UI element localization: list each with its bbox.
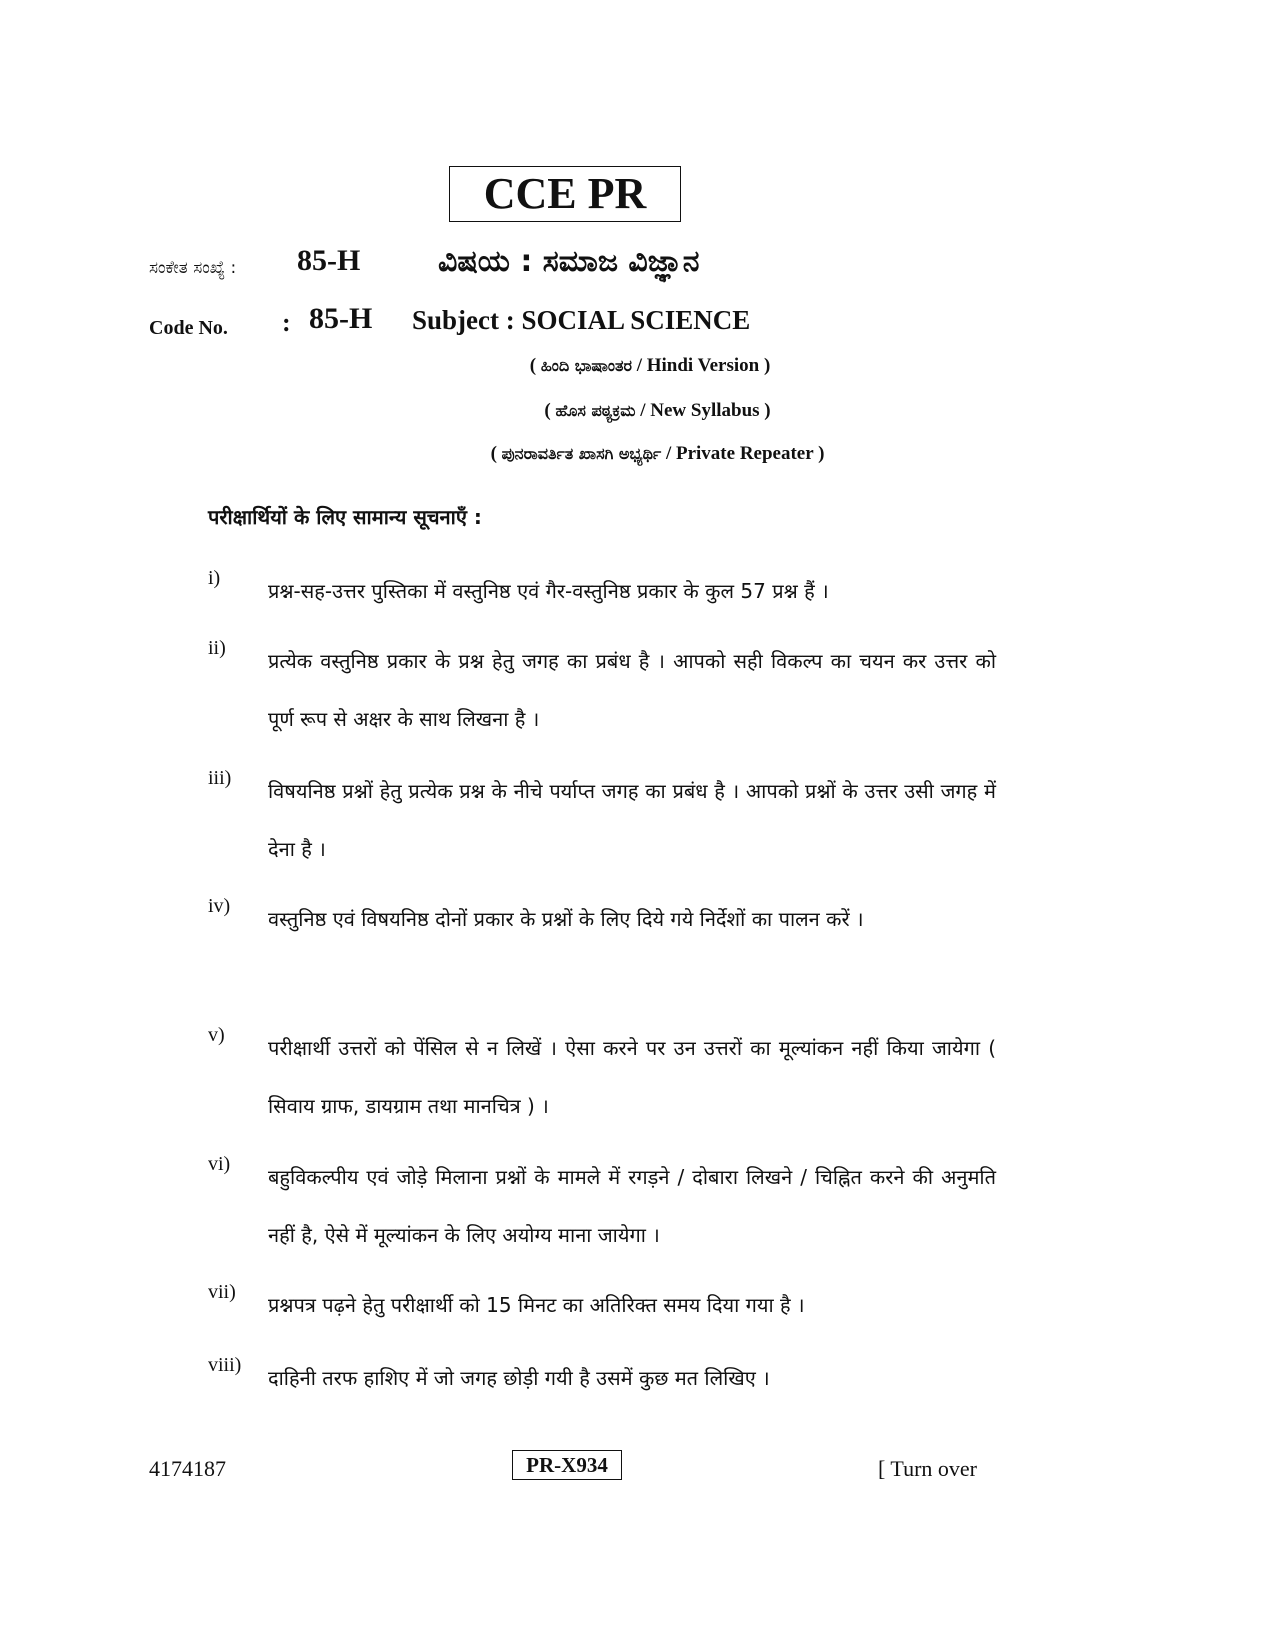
code-label-kannada: ಸಂಕೇತ ಸಂಖ್ಯೆ : xyxy=(149,258,237,278)
exam-title: CCE PR xyxy=(449,166,681,222)
code-colon: : xyxy=(282,308,291,337)
version-kannada: ಹಿಂದಿ ಭಾಷಾಂತರ xyxy=(540,356,632,375)
instruction-number: i) xyxy=(208,567,221,589)
code-label-english: Code No. xyxy=(149,317,228,339)
candidate-line: ( ಪುನರಾವರ್ತಿತ ಖಾಸಗಿ ಅಭ್ಯರ್ಥಿ / Private Repeater ) xyxy=(490,443,825,464)
instruction-item xyxy=(208,1148,996,1264)
candidate-kannada: ಪುನರಾವರ್ತಿತ ಖಾಸಗಿ ಅಭ್ಯರ್ಥಿ xyxy=(501,444,662,463)
paper-code-box: PR-X934 xyxy=(512,1450,622,1480)
instruction-item xyxy=(208,1019,996,1135)
instruction-number: iii) xyxy=(208,767,232,789)
instruction-number: viii) xyxy=(208,1354,242,1376)
candidate-english: Private Repeater xyxy=(675,443,814,464)
instruction-text: परीक्षार्थी उत्तरों को पेंसिल से न लिखें । ऐसा करने पर उन उत्तरों का मूल्यांकन नहीं किया जायेगा ( सिवाय ग्राफ, डायग्राम तथा मानचित्र ) । xyxy=(268,1036,996,1118)
subject-english: Subject : SOCIAL SCIENCE xyxy=(412,305,751,335)
instruction-item xyxy=(208,632,996,748)
instruction-text: प्रश्नपत्र पढ़ने हेतु परीक्षार्थी को 15 मिनट का अतिरिक्त समय दिया गया है । xyxy=(268,1293,805,1317)
instruction-text: प्रत्येक वस्तुनिष्ठ प्रकार के प्रश्न हेतु जगह का प्रबंध है । आपको सही विकल्प का चयन कर उत्तर को पूर्ण रूप से अक्षर के साथ लिखना है । xyxy=(268,649,996,731)
instruction-item xyxy=(208,562,996,620)
footer-number: 4174187 xyxy=(149,1456,226,1481)
syllabus-line: ( ಹೊಸ ಪಠ್ಯಕ್ರಮ / New Syllabus ) xyxy=(544,400,771,421)
instruction-item xyxy=(208,890,996,948)
subject-kannada: ವಿಷಯ : ಸಮಾಜ ವಿಜ್ಞಾನ xyxy=(438,244,700,279)
instruction-text: दाहिनी तरफ हाशिए में जो जगह छोड़ी गयी है उसमें कुछ मत लिखिए । xyxy=(268,1366,770,1390)
instruction-text: प्रश्न-सह-उत्तर पुस्तिका में वस्तुनिष्ठ एवं गैर-वस्तुनिष्ठ प्रकार के कुल 57 प्रश्न हैं । xyxy=(268,579,829,603)
version-line: ( ಹಿಂದಿ ಭಾಷಾಂತರ / Hindi Version ) xyxy=(529,355,771,376)
instruction-number: vii) xyxy=(208,1281,236,1303)
instruction-number: ii) xyxy=(208,637,226,659)
instruction-number: vi) xyxy=(208,1153,231,1175)
instruction-item xyxy=(208,1276,996,1334)
version-english: Hindi Version xyxy=(646,355,760,376)
code-value-kannada: 85-H xyxy=(297,244,361,277)
instruction-text: विषयनिष्ठ प्रश्नों हेतु प्रत्येक प्रश्न के नीचे पर्याप्त जगह का प्रबंध है । आपको प्रश्नों के उत्तर उसी जगह में देना है । xyxy=(268,779,996,861)
instruction-item xyxy=(208,762,996,878)
instruction-text: वस्तुनिष्ठ एवं विषयनिष्ठ दोनों प्रकार के प्रश्नों के लिए दिये गये निर्देशों का पालन करें । xyxy=(268,907,864,931)
syllabus-kannada: ಹೊಸ ಪಠ್ಯಕ್ರಮ xyxy=(555,401,636,420)
syllabus-english: New Syllabus xyxy=(650,400,760,421)
instruction-number: iv) xyxy=(208,895,231,917)
instruction-number: v) xyxy=(208,1024,225,1046)
instruction-item xyxy=(208,1349,996,1407)
turn-over-note: [ Turn over xyxy=(878,1456,978,1481)
instruction-text: बहुविकल्पीय एवं जोड़े मिलाना प्रश्नों के मामले में रगड़ने / दोबारा लिखने / चिह्नित करने की अनुमति नहीं है, ऐसे में मूल्यांकन के लिए अयोग्य माना जायेगा । xyxy=(268,1165,996,1247)
code-value-english: 85-H xyxy=(309,302,373,335)
instructions-heading: परीक्षार्थियों के लिए सामान्य सूचनाएँ : xyxy=(208,505,482,529)
